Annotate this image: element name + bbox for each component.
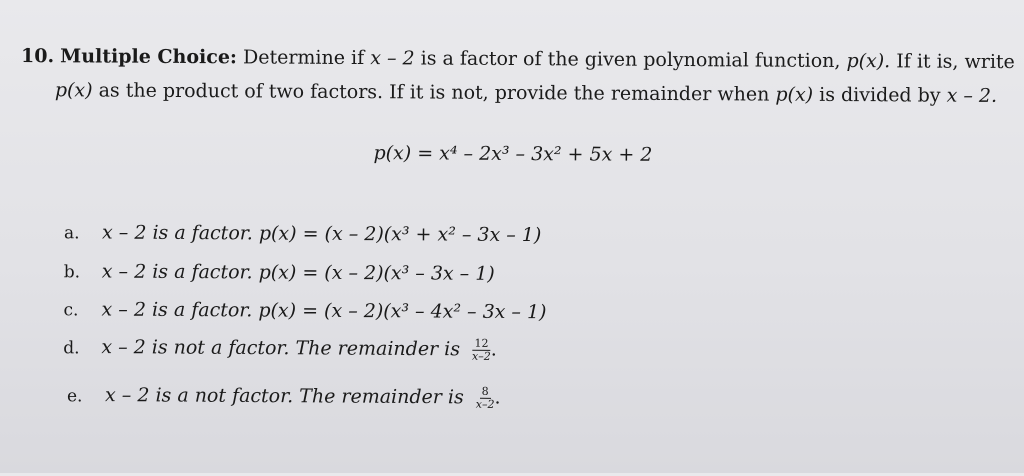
remainder-fraction (472, 338, 491, 363)
fraction-numerator: 8 (480, 386, 491, 399)
question-line-1 (21, 45, 1015, 73)
choice-d[interactable] (63, 335, 497, 363)
choice-suffix: . (494, 386, 501, 409)
question-text: is a factor of the given polynomial function, (420, 47, 841, 73)
fraction-denominator: x–2 (475, 397, 495, 411)
question-type-label: Multiple Choice: (60, 45, 238, 69)
question-text: Determine if (242, 46, 365, 70)
choice-letter: e. (66, 385, 83, 406)
question-function: p(x). (846, 50, 891, 73)
question-divisor: x – 2. (946, 84, 998, 107)
choice-text: x – 2 is a factor. p(x) = (x – 2)(x³ + x² – 3x – 1) (101, 221, 542, 247)
choice-e[interactable] (67, 383, 501, 411)
choice-text: x – 2 is a factor. p(x) = (x – 2)(x³ – 4x² – 3x – 1) (101, 298, 547, 324)
question-line-2 (55, 79, 997, 107)
fraction-denominator: x–2 (472, 349, 491, 363)
question-function: p(x) (775, 83, 814, 106)
polynomial-equation: p(x) = x⁴ – 2x³ – 3x² + 5x + 2 (373, 142, 653, 166)
question-text: as the product of two factors. If it is not, provide the remainder when (98, 79, 770, 106)
choice-letter: d. (63, 337, 80, 358)
question-function: p(x) (54, 79, 93, 102)
choice-letter: b. (63, 262, 81, 283)
choice-letter: a. (63, 223, 80, 244)
choice-b[interactable] (64, 260, 495, 285)
choice-letter: c. (63, 300, 79, 321)
question-divisor: x – 2 (370, 47, 415, 70)
question-number: 10. (21, 44, 55, 68)
choice-text: x – 2 is a not factor. The remainder is (105, 384, 464, 409)
question-text: is divided by (819, 83, 941, 107)
choice-text: x – 2 is not a factor. The remainder is (101, 336, 461, 361)
fraction-numerator: 12 (472, 338, 490, 351)
question-text: If it is, write (896, 50, 1015, 74)
remainder-fraction (476, 386, 495, 411)
choice-a[interactable] (64, 221, 541, 246)
choice-suffix: . (490, 338, 497, 361)
choice-c[interactable] (63, 298, 546, 323)
choice-text: x – 2 is a factor. p(x) = (x – 2)(x³ – 3x – 1) (101, 260, 495, 285)
